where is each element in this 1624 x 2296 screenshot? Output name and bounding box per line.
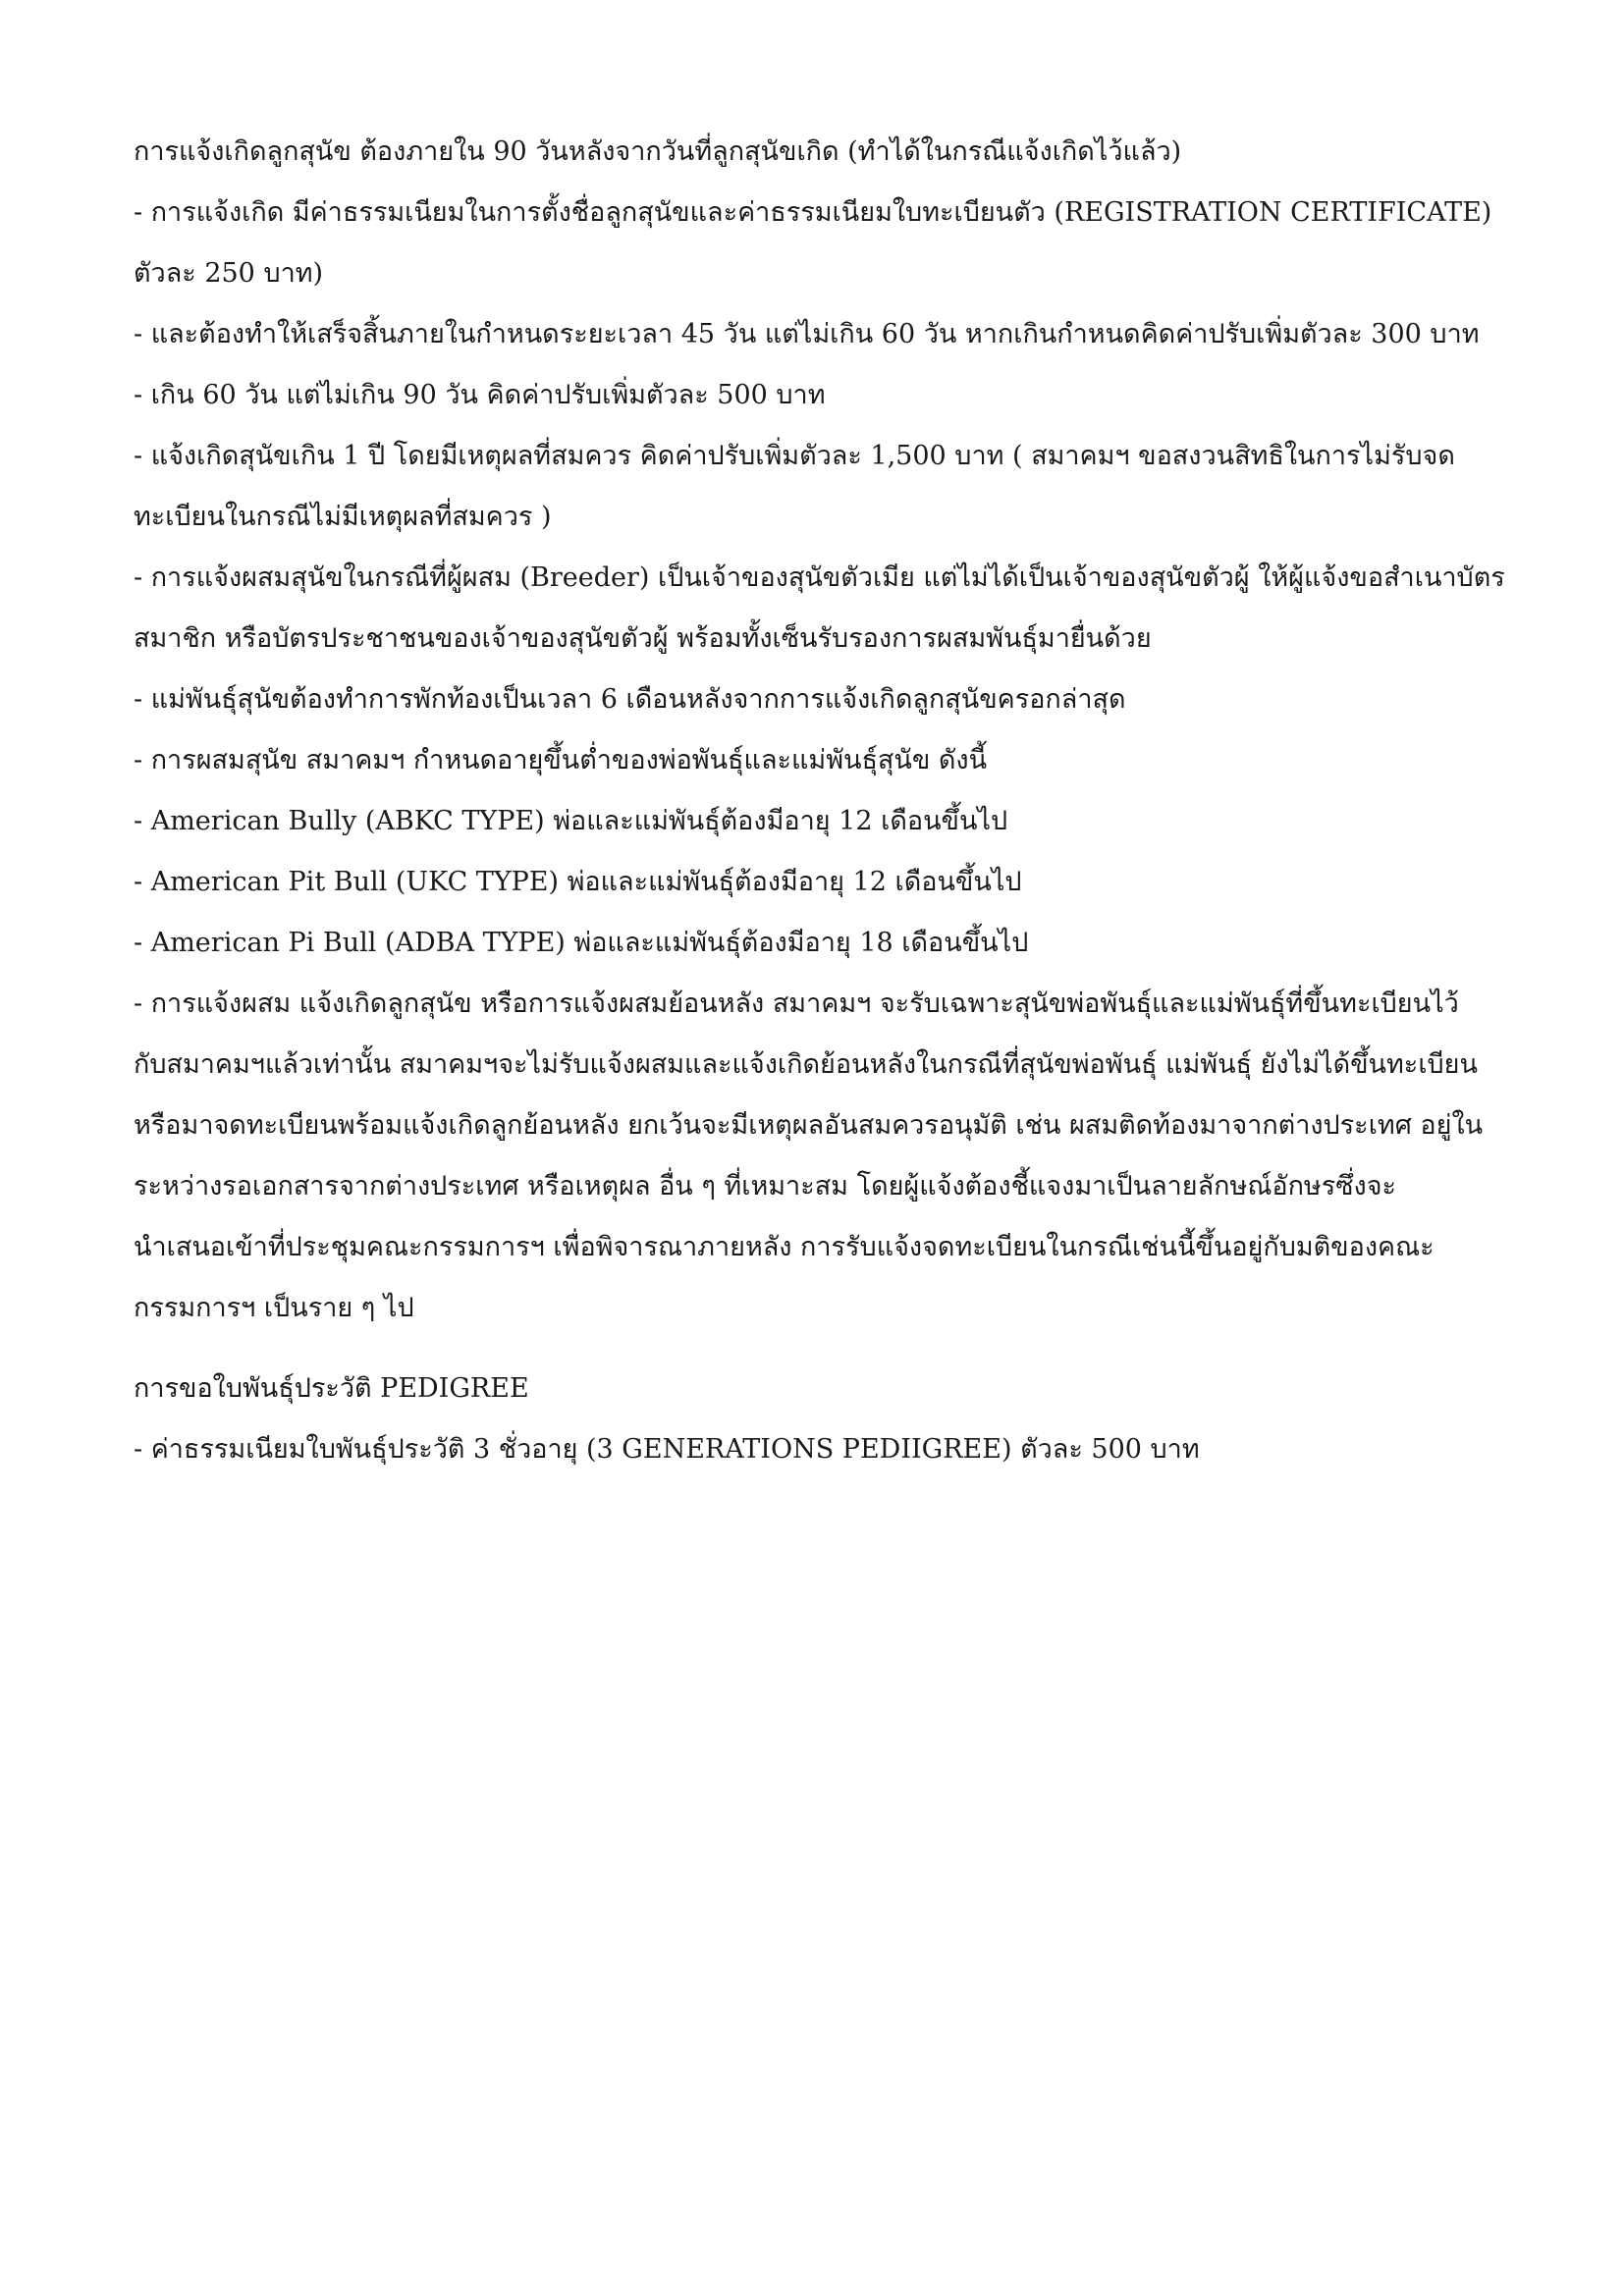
pedigree-section [134,1359,1538,1480]
section-heading: การขอใบพันธุ์ประวัติ PEDIGREE [134,1373,529,1404]
text-line: ระหว่างรอเอกสารจากต่างประเทศ หรือเหตุผล อื่น ๆ ที่เหมาะสม โดยผู้แจ้งต้องชี้แจงมาเป็นลายลักษณ์อักษรซึ่งจะ [134,1171,1397,1201]
text-line: - และต้องทำให้เสร็จสิ้นภายในกำหนดระยะเวลา 45 วัน แต่ไม่เกิน 60 วัน หากเกินกำหนดคิดค่าปรับเพิ่มตัวละ 300 บาท [134,319,1480,349]
text-line: กรรมการฯ เป็นราย ๆ ไป [134,1293,414,1323]
text-line: การแจ้งเกิดลูกสุนัข ต้องภายใน 90 วันหลังจากวันที่ลูกสุนัขเกิด (ทำได้ในกรณีแจ้งเกิดไว้แล้ว) [134,136,1182,167]
text-line: - แจ้งเกิดสุนัขเกิน 1 ปี โดยมีเหตุผลที่สมควร คิดค่าปรับเพิ่มตัวละ 1,500 บาท ( สมาคมฯ ขอสงวนสิทธิในการไม่รับจด [134,441,1455,471]
birth-registration-section [134,122,1538,1339]
text-line: กับสมาคมฯแล้วเท่านั้น สมาคมฯจะไม่รับแจ้งผสมและแจ้งเกิดย้อนหลังในกรณีที่สุนัขพ่อพันธุ์ แม่พันธุ์ ยังไม่ได้ขึ้นทะเบียน [134,1049,1478,1080]
text-line: - American Bully (ABKC TYPE) พ่อและแม่พันธุ์ต้องมีอายุ 12 เดือนขึ้นไป [134,806,1008,836]
text-line: - แม่พันธุ์สุนัขต้องทำการพักท้องเป็นเวลา 6 เดือนหลังจากการแจ้งเกิดลูกสุนัขครอกล่าสุด [134,684,1126,715]
text-line: นำเสนอเข้าที่ประชุมคณะกรรมการฯ เพื่อพิจารณาภายหลัง การรับแจ้งจดทะเบียนในกรณีเช่นนี้ขึ้นอยู่กับมติของคณะ [134,1232,1435,1262]
text-line: - การแจ้งผสมสุนัขในกรณีที่ผู้ผสม (Breeder) เป็นเจ้าของสุนัขตัวเมีย แต่ไม่ได้เป็นเจ้าของสุนัขตัวผู้ ให้ผู้แจ้งขอสำเนาบัตร [134,562,1505,593]
section-spacer [134,1339,1538,1359]
text-line: - American Pit Bull (UKC TYPE) พ่อและแม่พันธุ์ต้องมีอายุ 12 เดือนขึ้นไป [134,867,1022,897]
text-line: - การแจ้งเกิด มีค่าธรรมเนียมในการตั้งชื่อลูกสุนัขและค่าธรรมเนียมใบทะเบียนตัว (REGISTRATION CERTIFICATE) [134,197,1492,228]
text-line: ตัวละ 250 บาท) [134,258,324,289]
document-body [134,122,1538,1480]
text-line: ทะเบียนในกรณีไม่มีเหตุผลที่สมควร ) [134,502,552,532]
text-line: - American Pi Bull (ADBA TYPE) พ่อและแม่พันธุ์ต้องมีอายุ 18 เดือนขึ้นไป [134,928,1029,958]
text-line: - การแจ้งผสม แจ้งเกิดลูกสุนัข หรือการแจ้งผสมย้อนหลัง สมาคมฯ จะรับเฉพาะสุนัขพ่อพันธุ์และแม่พันธุ์ที่ขึ้นทะเบียนไว้ [134,988,1459,1019]
text-line: หรือมาจดทะเบียนพร้อมแจ้งเกิดลูกย้อนหลัง ยกเว้นจะมีเหตุผลอันสมควรอนุมัติ เช่น ผสมติดท้องมาจากต่างประเทศ อยู่ใน [134,1110,1484,1141]
text-line: - ค่าธรรมเนียมใบพันธุ์ประวัติ 3 ชั่วอายุ (3 GENERATIONS PEDIIGREE) ตัวละ 500 บาท [134,1434,1200,1465]
text-line: - เกิน 60 วัน แต่ไม่เกิน 90 วัน คิดค่าปรับเพิ่มตัวละ 500 บาท [134,380,826,410]
text-line: - การผสมสุนัข สมาคมฯ กำหนดอายุขึ้นต่ำของพ่อพันธุ์และแม่พันธุ์สุนัข ดังนี้ [134,745,988,775]
text-line: สมาชิก หรือบัตรประชาชนของเจ้าของสุนัขตัวผู้ พร้อมทั้งเซ็นรับรองการผสมพันธุ์มายื่นด้วย [134,623,1152,654]
